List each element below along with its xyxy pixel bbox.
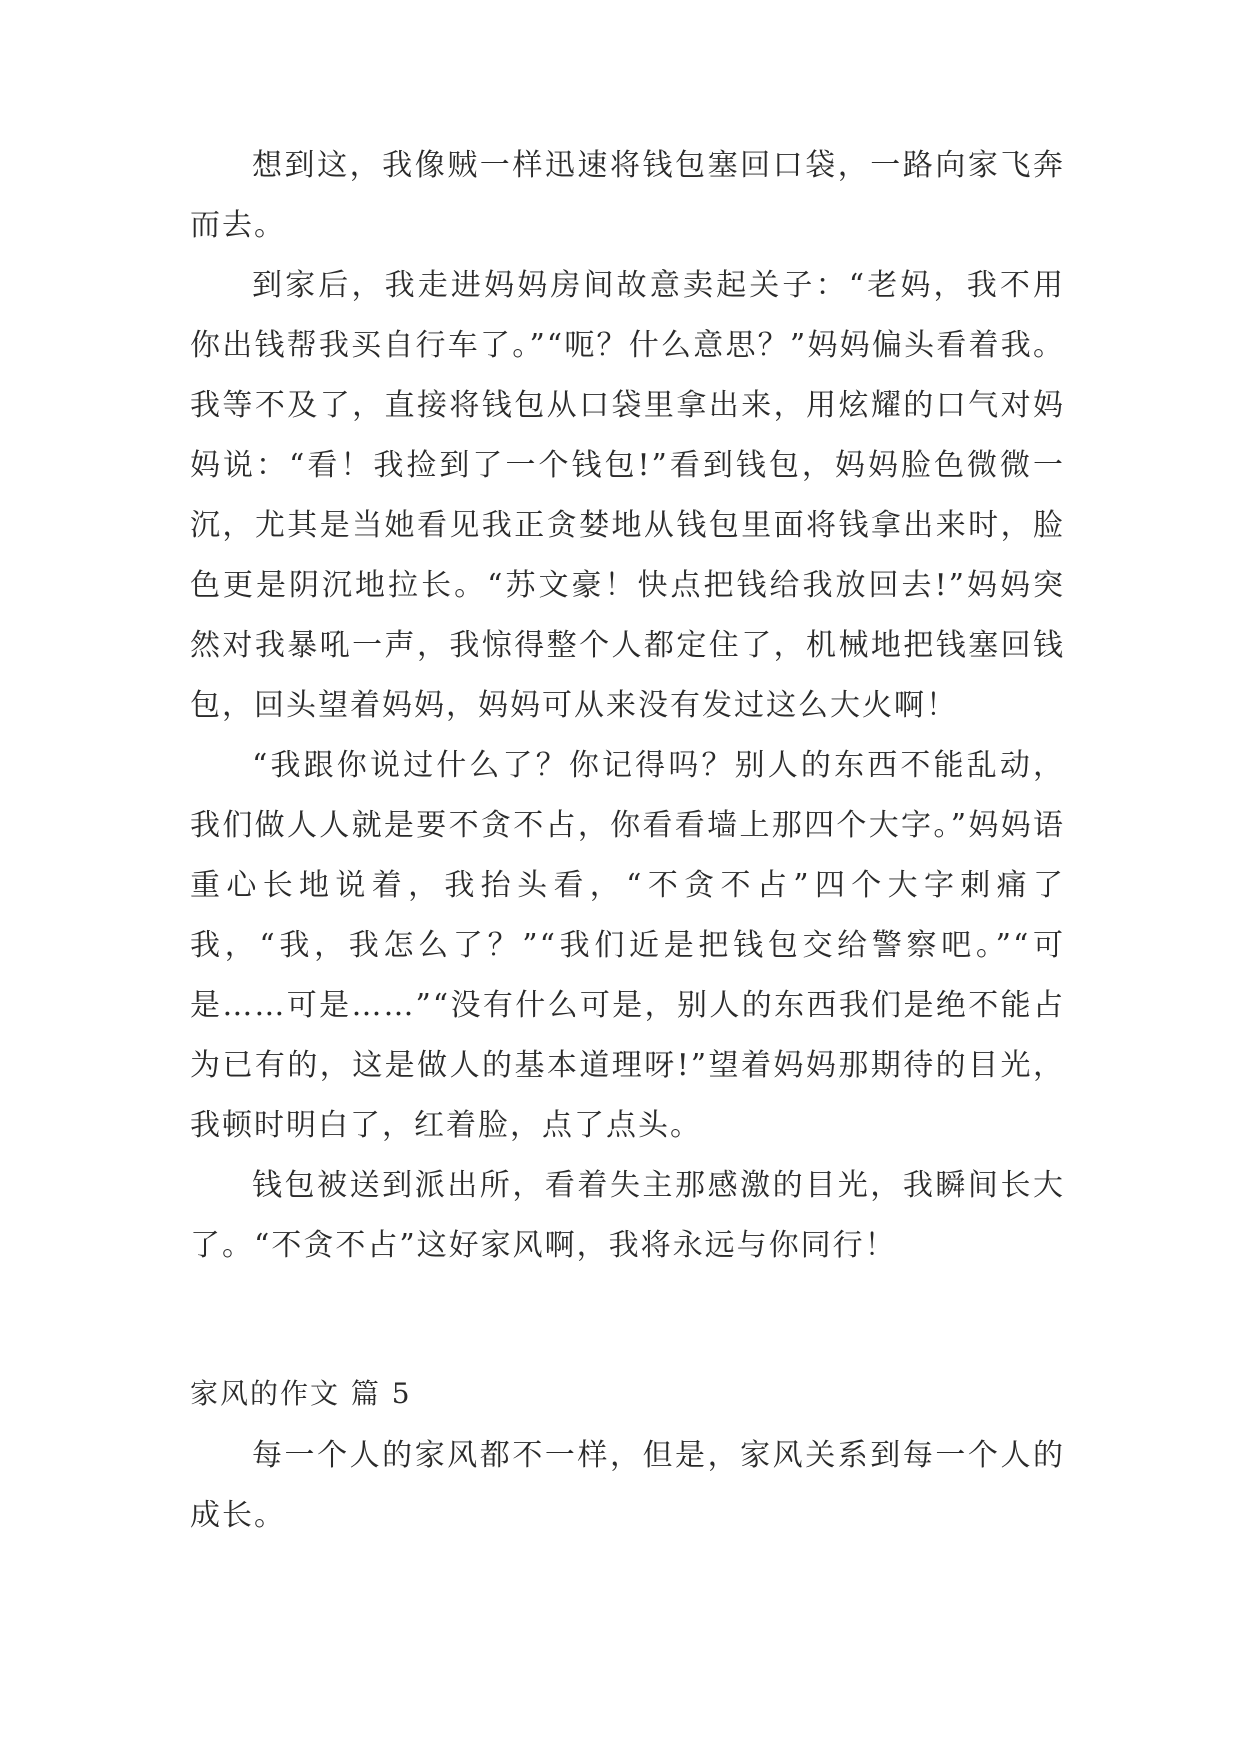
paragraph-5: 每一个人的家风都不一样，但是，家风关系到每一个人的成长。	[190, 1438, 1065, 1533]
paragraph-1: 想到这，我像贼一样迅速将钱包塞回口袋，一路向家飞奔而去。	[190, 148, 1065, 243]
paragraph-4: 钱包被送到派出所，看着失主那感激的目光，我瞬间长大了。“不贪不占”这好家风啊，我将永远与你同行！	[190, 1168, 1065, 1263]
paragraph-2: 到家后，我走进妈妈房间故意卖起关子：“老妈，我不用你出钱帮我买自行车了。”“呃？什么意思？”妈妈偏头看着我。我等不及了，直接将钱包从口袋里拿出来，用炫耀的口气对妈妈说：“看！我捡到了一个钱包!”看到钱包，妈妈脸色微微一沉，尤其是当她看见我正贪婪地从钱包里面将钱拿出来时，脸色更是阴沉地拉长。“苏文豪！快点把钱给我放回去!”妈妈突然对我暴吼一声，我惊得整个人都定住了，机械地把钱塞回钱包，回头望着妈妈，妈妈可从来没有发过这么大火啊！	[190, 268, 1065, 723]
body-text-part1	[190, 136, 1065, 1276]
body-text-part2	[190, 1426, 1065, 1546]
section-heading: 家风的作文 篇 5	[190, 1377, 412, 1410]
paragraph-3: “我跟你说过什么了？你记得吗？别人的东西不能乱动，我们做人人就是要不贪不占，你看看墙上那四个大字。”妈妈语重心长地说着，我抬头看，“不贪不占”四个大字刺痛了我，“我，我怎么了？”“我们近是把钱包交给警察吧。”“可是……可是……”“没有什么可是，别人的东西我们是绝不能占为已有的，这是做人的基本道理呀!”望着妈妈那期待的目光，我顿时明白了，红着脸，点了点头。	[190, 748, 1065, 1143]
